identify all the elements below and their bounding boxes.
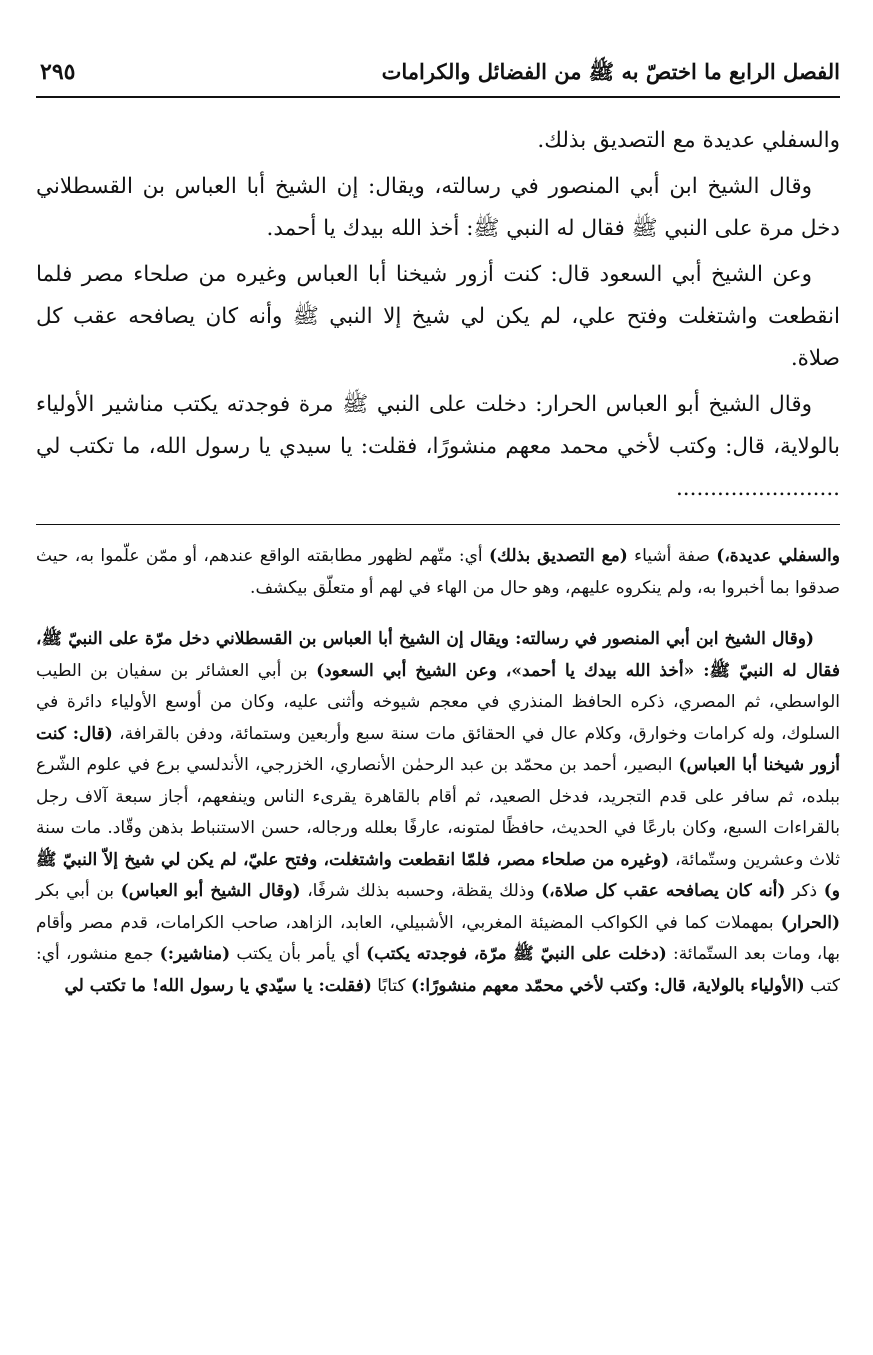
commentary-explanation: ذكر bbox=[785, 881, 824, 901]
commentary-quoted-text: (قال: كنت أزور شيخنا أبا العباس) bbox=[36, 723, 840, 775]
commentary-explanation: بمهملات كما في الكواكب المضيئة المغربي، الأشبيلي، العابد، الزاهد، صاحب الكرامات، قدم مصر وأقام بها، ومات بعد الستّمائة: bbox=[36, 912, 840, 964]
commentary-quoted-text: (الحرار) bbox=[780, 912, 840, 933]
page-number: ٢٩٥ bbox=[40, 59, 76, 85]
main-paragraph: وقال الشيخ ابن أبي المنصور في رسالته، ويقال: إن الشيخ أبا العباس بن القسطلاني دخل مرة على النبي ﷺ فقال له النبي ﷺ: أخذ الله بيدك يا أحمد. bbox=[36, 174, 840, 241]
main-paragraph-text: وقال الشيخ أبو العباس الحرار: دخلت على النبي ﷺ مرة فوجدته يكتب مناشير الأولياء بالولاية، قال: وكتب لأخي محمد معهم منشورًا، فقلت: يا سيدي يا رسول الله، ما تكتب لي bbox=[36, 392, 840, 459]
commentary bbox=[36, 541, 840, 1002]
main-paragraph: والسفلي عديدة مع التصديق بذلك. bbox=[537, 128, 840, 153]
commentary-paragraph bbox=[36, 541, 840, 604]
main-paragraph: وعن الشيخ أبي السعود قال: كنت أزور شيخنا أبا العباس وغيره من صلحاء مصر فلما انقطعت واشتغلت وفتح علي، لم يكن لي شيخ إلا النبي ﷺ وأنه كان يصافحه عقب كل صلاة. bbox=[36, 262, 840, 371]
commentary-quoted-text: (مناشير:) bbox=[159, 944, 231, 964]
running-header bbox=[36, 52, 840, 92]
commentary-quoted-text: (فقلت: يا سيّدي يا رسول الله! ما تكتب لي bbox=[64, 975, 372, 996]
commentary-quoted-text: والسفلي عديدة،) bbox=[716, 546, 840, 566]
book-page bbox=[36, 52, 840, 1022]
commentary-explanation: أي: متّهم لظهور مطابقته الواقع عندهم، أو ممّن علّموا به، حيث صدقوا بما أخبروا به، ولم ينكروه عليهم، وهو حال من الهاء في لهم أو متعلّق بيكشف. bbox=[36, 546, 840, 598]
commentary-quoted-text: (مع التصديق بذلك) bbox=[489, 546, 628, 566]
commentary-quoted-text: (وقال الشيخ ابن أبي المنصور في رسالته: ويقال إن الشيخ أبا العباس بن القسطلاني دخل مرّة على النبيّ ﷺ، فقال له النبيّ ﷺ: «أخذ الله بيدك يا أحمد»، وعن الشيخ أبي السعود) bbox=[36, 629, 840, 681]
commentary-explanation: وذلك يقظة، وحسبه بذلك شرفًا، bbox=[300, 881, 542, 901]
commentary-explanation: جمع منشور، أي: كتب bbox=[36, 944, 840, 996]
commentary-quoted-text: (أنه كان يصافحه عقب كل صلاة،) bbox=[541, 881, 786, 901]
commentary-quoted-text: (وقال الشيخ أبو العباس) bbox=[120, 881, 301, 901]
commentary-explanation: البصير، أحمد بن محمّد بن عبد الرحمٰن الأنصاري، الخزرجي، الأندلسي برع في علوم الشّرع ببلده، ثم سافر على قدم التجريد، فدخل الصعيد، ثم أقام بالقاهرة يقرىء الناس وينفعهم، أجاز سبعة آلاف رجل بالقراءات السبع، وكان بارعًا في الحديث، حافظًا لمتونه، عارفًا بعلله ورجاله، حسن الاستنباط بذهن وقّاد. مات سنة ثلاث وعشرين وستّمائة، bbox=[36, 755, 840, 870]
chapter-title: الفصل الرابع ما اختصّ به ﷺ من الفضائل والكرامات bbox=[381, 59, 840, 84]
text-commentary-divider bbox=[36, 524, 840, 525]
commentary-explanation: بن أبي العشائر بن سفيان بن الطيب الواسطي، ثم المصري، ذكره الحافظ المنذري في معجم شيوخه وأثنى عليه، وكان من أوسع الأولياء دائرة في السلوك، وله كرامات وخوارق، وكلام عال في الحقائق مات سنة سبع وأربعين وستمائة، ودفن بالقرافة، bbox=[36, 660, 841, 744]
commentary-quoted-text: (الأولياء بالولاية، قال: وكتب لأخي محمّد معهم منشورًا:) bbox=[411, 975, 805, 996]
header-rule bbox=[36, 96, 840, 98]
commentary-paragraph bbox=[36, 624, 840, 1002]
commentary-quoted-text: (وغيره من صلحاء مصر، فلمّا انقطعت واشتغلت، وفتح عليّ، لم يكن لي شيخ إلاّ النبيّ ﷺ و) bbox=[36, 849, 840, 901]
commentary-explanation: كتابًا bbox=[371, 975, 412, 996]
commentary-explanation: بن أبي بكر bbox=[36, 881, 121, 901]
commentary-explanation: صفة أشياء bbox=[627, 546, 717, 566]
commentary-quoted-text: (دخلت على النبيّ ﷺ مرّة، فوجدته يكتب) bbox=[366, 944, 667, 964]
commentary-explanation: أي يأمر بأن يكتب bbox=[230, 944, 367, 964]
main-text bbox=[36, 120, 840, 510]
main-paragraph bbox=[36, 384, 840, 510]
ellipsis-dots: ........................ bbox=[675, 476, 840, 501]
